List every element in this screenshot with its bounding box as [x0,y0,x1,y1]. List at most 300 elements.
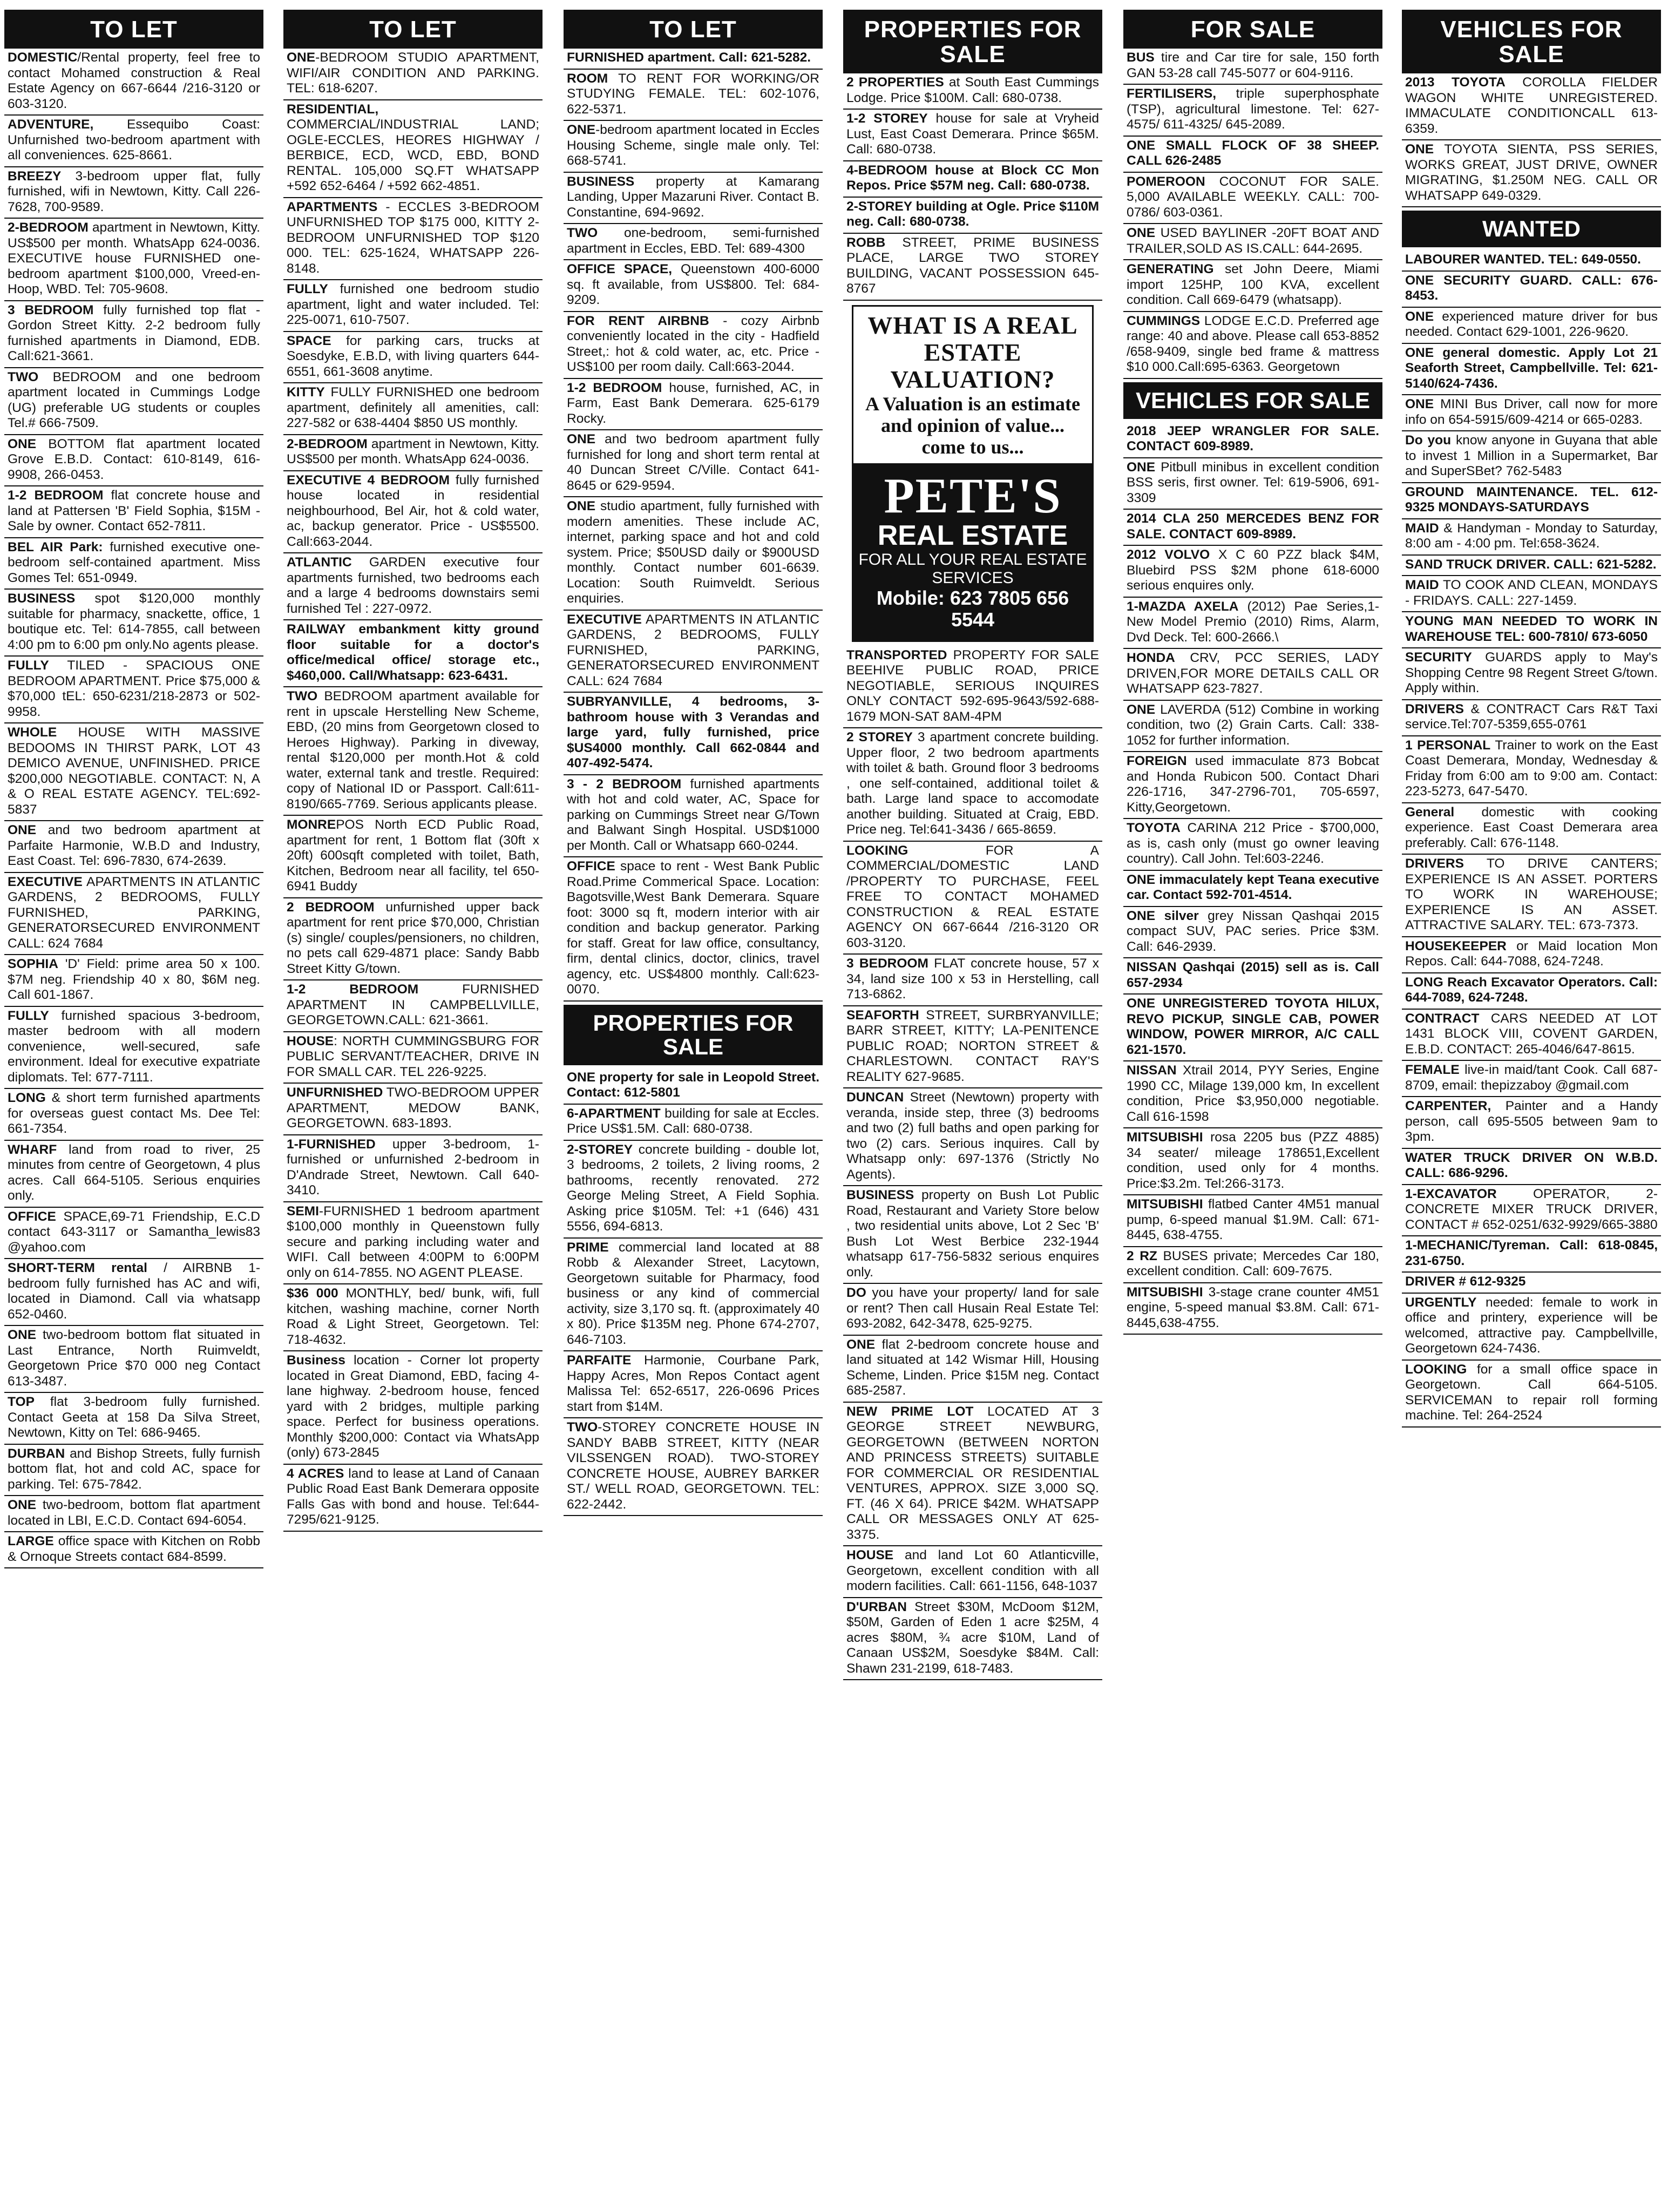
section-header: FOR SALE [1123,10,1382,49]
ad-lead: HOUSEKEEPER [1405,938,1507,953]
classified-ad [283,1032,543,1084]
ad-lead: MITSUBISHI [1127,1197,1203,1212]
classified-ad [564,173,823,225]
ad-text: spot $120,000 monthly suitable for pharmacy, snackette, office, 1 boutique etc. Tel: 614-7855, call between 4:00 pm to 6:00 pm only.No agents please. [8,591,260,652]
classified-ad [283,1135,543,1202]
ad-text: and two bedroom apartment fully furnished for long and short term rental at 40 Duncan Street C/Ville. Contact 641-8645 or 629-9594. [567,432,819,493]
ad-lead: RESIDENTIAL, [287,102,379,117]
ad-lead: EXECUTIVE [567,612,642,627]
classified-ad [1123,1247,1382,1283]
ad-lead: YOUNG MAN NEEDED TO WORK IN WAREHOUSE TEL: 600-7810/ 673-6050 [1405,614,1658,644]
classified-ad [4,1007,263,1090]
ad-text: BOTTOM flat apartment located Grove E.B.D. Contact: 610-8149, 616-9908, 266-0453. [8,436,260,482]
ad-text: and Bishop Streets, fully furnish bottom flat, hot and cold AC, space for parking. Tel: 675-7842. [8,1446,260,1492]
classified-ad [564,775,823,858]
classified-ad [1402,648,1661,700]
ad-text: PROPERTY FOR SALE BEEHIVE PUBLIC ROAD, PRICE NEGOTIABLE, SERIOUS INQUIRES ONLY CONTACT 592-695-9643/592-688-1679 MON-SAT 8AM-4PM [846,647,1099,724]
ad-lead: 1-2 BEDROOM [8,488,104,503]
ad-text: grey Nissan Qashqai 2015 compact SUV, PAC series. Price $3M. Call: 646-2939. [1127,908,1379,954]
ad-lead: FURNISHED apartment. Call: 621-5282. [567,50,811,65]
ad-text: 3-bedroom upper flat, fully furnished, wifi in Newtown, Kitty. Call 226-7628, 700-9589. [8,168,260,214]
classified-ad [564,857,823,1002]
classified-ad [843,1403,1102,1547]
ad-lead: 3 BEDROOM [8,302,94,317]
classified-ad [564,1141,823,1239]
ad-lead: LOOKING [846,843,908,858]
ad-text: - cozy Airbnb conveniently located in the city - Hadfield Street,: hot & cold water, ac, etc. Price - US$100 per room daily. Call:663-2044. [567,313,819,374]
classified-ad [283,1351,543,1465]
ad-lead: HOUSE [287,1033,334,1048]
ad-text: FOR A COMMERCIAL/DOMESTIC LAND /PROPERTY TO PURCHASE, FEEL FREE TO CONTACT MOHAMED CONSTRUCTION & REAL ESTATE AGENCY ON 667-6644 /216-3120 OR 603-3120. [846,843,1099,950]
classified-ad [1123,995,1382,1061]
ad-text: location - Corner lot property located in Great Diamond, EBD, facing 4-lane highway. 2-bedroom house, fenced yard with 2 bridges, multiple parking space. Perfect for business operations. Monthly $200,000: Contact via WhatsApp (only) 673-2845 [287,1353,539,1460]
ad-text: STREET, PRIME BUSINESS PLACE, LARGE TWO STOREY BUILDING, VACANT POSSESSION 645-8767 [846,235,1099,296]
ad-text: -FURNISHED 1 bedroom apartment $100,000 monthly in Queenstown fully secure and parking including water and WIFI. Call between 4:00PM to 6:00PM only on 614-7855. NO AGENT PLEASE. [287,1203,539,1280]
ad-lead: TRANSPORTED [846,647,947,662]
classified-ad [1402,344,1661,396]
classified-ad [283,471,543,554]
ad-text: Trainer to work on the East Coast Demerara, Monday, Wednesday & Friday from 6:00 am to 9:00 am. Contact: 223-5273, 647-5470. [1405,738,1658,799]
ad-text: -STOREY CONCRETE HOUSE IN SANDY BABB STREET, KITTY (NEAR VILSSENGEN ROAD). TWO-STOREY CONCRETE HOUSE, AUBREY BARKER ST./ WELL ROAD, GEORGETOWN. TEL: 622-2442. [567,1420,819,1512]
ad-lead: TWO [8,369,39,384]
sub-section-header: PROPERTIES FOR SALE [564,1005,823,1065]
banner-logo: PETE'S [884,468,1062,523]
ad-text: furnished executive one-bedroom self-contained apartment. Miss Gomes Tel: 651-0949. [8,539,260,585]
classified-ad [4,1208,263,1260]
ad-text: Pitbull minibus in excellent condition BSS seris, first owner. Tel: 619-5906, 691-3309 [1127,459,1379,505]
column-4 [843,10,1102,2207]
classified-ad [283,687,543,816]
ad-lead: SECURITY [1405,650,1472,665]
classified-ad [1402,937,1661,973]
ad-lead: EXECUTIVE [8,874,83,889]
classified-ad [1123,958,1382,995]
classified-ad [1123,1061,1382,1128]
ad-lead: OFFICE [8,1209,56,1224]
ad-lead: SEAFORTH [846,1007,919,1023]
ad-lead: ONE [8,823,37,837]
ad-lead: APARTMENTS [287,199,378,214]
banner-tagline: FOR ALL YOUR REAL ESTATE SERVICES [858,550,1087,587]
classified-ad [1123,598,1382,650]
classified-ad [1402,736,1661,803]
ad-text: furnished one bedroom studio apartment, light and water included. Tel: 225-0071, 610-7507. [287,282,539,327]
classified-ad [283,1202,543,1285]
ad-lead: MONRE [287,817,336,832]
banner-come-to-us: come to us... [921,436,1024,458]
classified-ad [283,553,543,620]
ad-text: & short term furnished apartments for overseas guest contact Ms. Dee Tel: 661-7354. [8,1091,260,1136]
ad-text: CRV, PCC SERIES, LADY DRIVEN,FOR MORE DETAILS CALL OR WHATSAPP 623-7827. [1127,651,1379,696]
classified-ad [1123,649,1382,701]
classified-ad [283,620,543,687]
classified-ad [843,198,1102,234]
ad-lead: ONE [1127,459,1156,475]
classified-ad [283,280,543,332]
classified-ad [564,121,823,173]
ad-lead: 3 - 2 BEDROOM [567,776,682,792]
classified-ad [4,590,263,657]
ad-lead: HONDA [1127,651,1175,665]
ad-text: CARINA 212 Price - $700,000, as is, cash only (must go owner leaving country). Call John. Tel:603-2246. [1127,821,1379,866]
classified-ad [1123,85,1382,137]
classified-ad [1402,272,1661,308]
classified-ad [1402,612,1661,648]
ad-text: building for sale at Eccles. Price US$1.5M. Call: 680-0738. [567,1106,819,1136]
ad-text: COMMERCIAL/INDUSTRIAL LAND; OGLE-ECCLES, HEORES HIGHWAY / BERBICE, ECD, WCD, EBD, BOND RENTAL. 105,000 SQ.FT WHATSAPP +592 652-6464 / +592 662-4851. [287,117,539,193]
ad-lead: 1 PERSONAL [1405,738,1491,753]
ad-text: POS North ECD Public Road, apartment for rent, 1 Bottom flat (30ft x 20ft) 600sqft completed with toilet, Bath, Kitchen, Bedroom near all facility, tel 650-6941 Buddy [287,817,539,894]
ad-text: two-bedroom bottom flat situated in Last Entrance, North Ruimveldt, Georgetown Price $70 000 neg Contact 613-3487. [8,1328,260,1389]
ad-text: Street (Newtown) property with veranda, inside step, three (3) bedrooms and two (2) full baths and open parking for two (2) cars. Serious inquires. Call by Whatsapp only: 697-1376 (Strictly No Agents). [846,1090,1099,1182]
ad-lead: POMEROON [1127,174,1205,189]
ad-lead: 1-2 BEDROOM [567,380,662,395]
classified-ad [1123,458,1382,510]
classified-ad [843,728,1102,842]
classified-ad [843,161,1102,198]
ad-lead: BEL AIR Park: [8,539,103,554]
classified-ad [564,611,823,693]
ad-text: 3-stage crane counter 4M51 engine, 5-speed manual $3.8M. Call: 671-8445,638-4755. [1127,1284,1379,1330]
ad-lead: FULLY [8,1008,49,1023]
classified-ad [843,1284,1102,1336]
ad-text: flatbed Canter 4M51 manual pump, 6-speed manual $1.9M. Call: 671-8445, 638-4755. [1127,1197,1379,1242]
classified-ad [1402,803,1661,855]
ad-text: flat 2-bedroom concrete house and land situated at 142 Wismar Hill, Housing Scheme, Linden. Price $15M neg. Contact 685-2587. [846,1337,1099,1398]
ad-lead: FOR RENT AIRBNB [567,313,709,328]
ad-lead: ONE [1127,702,1156,717]
ad-text: & CONTRACT Cars R&T Taxi service.Tel:707-5359,655-0761 [1405,701,1658,732]
banner-question: WHAT IS A REAL ESTATE VALUATION? [867,311,1078,393]
classified-ad [4,1326,263,1393]
ad-lead: TWO [567,226,598,240]
ad-lead: 2-BEDROOM [287,436,368,451]
classified-ad [4,1089,263,1141]
ad-text: at South East Cummings Lodge. Price $100M. Call: 680-0738. [846,75,1099,105]
section-header: TO LET [564,10,823,49]
ad-lead: TWO [567,1420,598,1435]
ad-text: -BEDROOM STUDIO APARTMENT, WIFI/AIR CONDITION AND PARKING. TEL: 618-6207. [287,50,539,96]
ad-text: STREET, SURBRYANVILLE; BARR STREET, KITTY; LA-PENITENCE PUBLIC ROAD; NORTON STREET & CHARLESTOWN. CONTACT RAY'S REALITY 627-9685. [846,1007,1099,1084]
classified-ad [4,657,263,723]
classified-ad [843,1006,1102,1089]
classified-ad [1402,483,1661,519]
classified-ad [283,49,543,100]
ad-lead: 1-MECHANIC/Tyreman. Call: 618-0845, 231-6750. [1405,1238,1658,1268]
classified-ad [4,723,263,821]
ad-lead: ONE [567,499,596,513]
ad-lead: 2018 JEEP WRANGLER FOR SALE. CONTACT 609-8989. [1127,423,1379,454]
ad-text: APARTMENTS IN ATLANTIC GARDENS, 2 BEDROOMS, FULLY FURNISHED, PARKING, GENERATORSECURED ENVIRONMENT CALL: 624 7684 [567,612,819,688]
ad-lead: ATLANTIC [287,555,352,570]
classified-ad [1402,1185,1661,1237]
classified-ad [4,486,263,538]
classified-ad [564,1068,823,1105]
ad-text: TO COOK AND CLEAN, MONDAYS - FRIDAYS. CALL: 227-1459. [1405,578,1658,608]
ad-lead: ONE SMALL FLOCK OF 38 SHEEP. CALL 626-2485 [1127,138,1379,168]
ad-lead: 2-BEDROOM [8,220,89,235]
classified-ad [1402,395,1661,431]
classified-ad [843,1598,1102,1681]
classified-ad [283,435,543,471]
classified-ad [564,497,823,611]
classified-ad [1402,140,1661,207]
classified-ad [4,1259,263,1326]
ad-lead: BUSINESS [846,1188,914,1202]
ad-lead: DO [846,1286,866,1300]
sub-section-header: WANTED [1402,211,1661,247]
ad-lead: FEMALE [1405,1063,1460,1077]
classified-ad [843,842,1102,955]
ad-text: one-bedroom, semi-furnished apartment in Eccles, EBD. Tel: 689-4300 [567,226,819,256]
classified-ad [1123,260,1382,312]
classified-ad [1402,1097,1661,1149]
ad-lead: LOOKING [1405,1362,1467,1377]
ad-lead: General [1405,804,1455,820]
ad-lead: Do you [1405,433,1452,448]
ad-lead: TOP [8,1395,35,1409]
ad-lead: DOMESTIC [8,50,78,65]
classified-ad [1123,422,1382,458]
ad-lead: WHOLE [8,725,57,740]
ad-lead: $36 000 [287,1286,338,1301]
ad-text: furnished apartments with hot and cold water, AC, Space for parking on Cummings Street near G/Town and Balwant Singh Hospital. USD$1000 per Month. Call or Whatsapp 660-0244. [567,776,819,853]
ad-lead: FULLY [8,658,49,673]
ad-text: set John Deere, Miami import 125HP, 100 KVA, excellent condition. Call 669-6479 (whatsapp). [1127,262,1379,307]
classified-ad [1123,752,1382,819]
ad-lead: MITSUBISHI [1127,1284,1203,1300]
banner-mobile: Mobile: 623 7805 656 5544 [876,586,1069,631]
ad-lead: FULLY [287,282,328,296]
section-header: TO LET [4,10,263,49]
ad-text: TO DRIVE CANTERS; EXPERIENCE IS AN ASSET. PORTERS TO WORK IN WAREHOUSE; EXPERIENCE IS AN ASSET. ATTRACTIVE SALARY. TEL: 673-7373. [1405,856,1658,932]
ad-lead: ONE [1127,226,1156,240]
ad-text: needed: female to work in office and printery, experience will be welcomed, attractive pay. Campbellville, Georgetown 624-7436. [1405,1295,1658,1356]
ad-lead: LARGE [8,1534,54,1548]
ad-text: BEDROOM apartment available for rent in upscale Herstelling New Scheme, EBD, (20 mins from Georgetown closed to Heroes Highway). Parking in diveway, rental $120,000 per month.Hot & cold water, external tank and trestle. Required: copy of National ID or Passport. Call:611-8190/665-7769. Serious applicants please. [287,689,539,811]
ad-text: experienced mature driver for bus needed. Contact 629-1001, 226-9620. [1405,309,1658,339]
classified-ad [4,435,263,487]
ad-text: used immaculate 873 Bobcat and Honda Rubicon 500. Contact Dhari 226-1716, 347-2796-701, 705-6597, Kitty,Georgetown. [1127,754,1379,815]
classified-ad [4,955,263,1007]
ad-text: APARTMENTS IN ATLANTIC GARDENS, 2 BEDROOMS, FULLY FURNISHED, PARKING, GENERATORSECURED ENVIRONMENT CALL: 624 7684 [8,874,260,951]
ad-text: and land Lot 60 Atlanticville, Georgetown, excellent condition with all modern facilities. Call: 661-1156, 648-1037 [846,1548,1099,1593]
classified-ad [843,234,1102,301]
classified-ad [843,1546,1102,1598]
classified-ad [1402,519,1661,556]
ad-lead: D'URBAN [846,1599,907,1614]
ad-lead: 2014 CLA 250 MERCEDES BENZ FOR SALE. CONTACT 609-8989. [1127,511,1379,542]
ad-text: BEDROOM and one bedroom apartment located in Cummings Lodge (UG) preferable UG students or couples Tel.# 666-7509. [8,369,260,430]
ad-lead: GROUND MAINTENANCE. TEL. 612-9325 MONDAYS-SATURDAYS [1405,484,1658,515]
ad-text: rosa 2205 bus (PZZ 4885) 34 seater/ mileage 178651,Excellent condition, used only for 4 months. Price:$3.2m. Tel:266-3173. [1127,1130,1379,1191]
ad-lead: OFFICE SPACE, [567,262,673,276]
ad-lead: LABOURER WANTED. TEL: 649-0550. [1405,252,1641,267]
column-2 [283,10,543,2207]
ad-text: Harmonie, Courbane Park, Happy Acres, Mon Repos Contact agent Malissa Tel: 652-6517, 226-0696 Prices start from $14M. [567,1353,819,1414]
classified-ad [283,816,543,898]
classified-ad [1402,1010,1661,1061]
ad-text: unfurnished upper back apartment for rent price $70,000, Christian (s) single/ couples/pensioners, no children, no pets call 629-4871 place: Sandy Babb Street Kitty G/town. [287,899,539,976]
banner-logo-area [853,463,1092,640]
real-estate-advert-banner [852,305,1094,642]
classified-ad [843,646,1102,729]
ad-lead: SAND TRUCK DRIVER. CALL: 621-5282. [1405,557,1657,572]
ad-lead: ONE general domestic. Apply Lot 21 Seaforth Street, Campbellville. Tel: 621-5140/624-7436. [1405,345,1658,391]
classified-ad [4,301,263,368]
ad-lead: MAID [1405,578,1439,592]
classified-ad [283,898,543,981]
ad-lead: NEW PRIME LOT [846,1404,974,1419]
banner-question-area [853,307,1092,463]
classified-ad [1123,1195,1382,1247]
classified-ad [4,49,263,116]
ad-lead: NISSAN Qashqai (2015) sell as is. Call 657-2934 [1127,960,1379,990]
ad-lead: 1-2 BEDROOM [287,982,419,997]
ad-text: know anyone in Guyana that able to invest 1 Million in a Supermarket, Bar and SuperSBet? 762-5483 [1405,433,1658,478]
ad-lead: PARFAITE [567,1353,632,1368]
ad-lead: ONE [287,50,316,65]
column-3 [564,10,823,2207]
ad-text: fully furnished top flat - Gordon Street Kitty. 2-2 bedroom fully furnished apartments in Diamond, EDB. Call:621-3661. [8,302,260,363]
ad-lead: ONE [567,432,596,447]
classified-ad [283,332,543,384]
classified-ad [1402,556,1661,577]
section-header: PROPERTIES FOR SALE [843,10,1102,73]
ad-lead: TOYOTA [1127,821,1181,835]
ad-text: MINI Bus Driver, call now for more info on 654-5915/609-4214 or 665-0283. [1405,397,1658,427]
ad-text: flat 3-bedroom fully furnished. Contact Geeta at 158 Da Silva Street, Newtown, Kitty on Tel: 686-9465. [8,1395,260,1440]
ad-lead: EXECUTIVE 4 BEDROOM [287,472,450,488]
ad-lead: 2 BEDROOM [287,899,375,915]
classified-ad [1402,251,1661,272]
ad-lead: ONE property for sale in Leopold Street. Contact: 612-5801 [567,1070,819,1100]
section-header: TO LET [283,10,543,49]
ad-lead: ONE immaculately kept Teana executive car. Contact 592-701-4514. [1127,872,1379,902]
ad-text: two-bedroom, bottom flat apartment located in LBI, E.C.D. Contact 694-6054. [8,1498,260,1528]
column-6 [1402,10,1661,2207]
ad-lead: KITTY [287,385,325,400]
ad-lead: 2 RZ [1127,1248,1157,1263]
classified-ad [4,821,263,873]
ad-text: Xtrail 2014, PYY Series, Engine 1990 CC, Milage 139,000 km, In excellent condition, Price $3,950,000 negotiable. Call 616-1598 [1127,1063,1379,1124]
ad-lead: 1-FURNISHED [287,1137,376,1152]
classified-ad [1123,1128,1382,1195]
ad-text: GARDEN executive four apartments furnished, two bedrooms each and a large 4 bedrooms downstairs semi furnished Tel : 227-0972. [287,555,539,616]
classified-ad [1402,1236,1661,1273]
classified-ad [843,1186,1102,1284]
ad-lead: 1-2 STOREY [846,111,928,126]
classified-ad [283,1284,543,1351]
ad-lead: DRIVERS [1405,701,1464,716]
ad-text: you have your property/ land for sale or rent? Then call Husain Real Estate Tel: 693-2082, 642-3478, 625-9275. [846,1286,1099,1331]
ad-text: or Maid location Mon Repos. Call: 644-7088, 624-7248. [1405,938,1658,969]
ad-text: (2012) Pae Series,1- New Model Premio (2010) Rims, Alarm, Dvd Deck. Tel: 600-2666.\ [1127,599,1379,645]
classified-ad [1123,871,1382,907]
ad-text: /Rental property, feel free to contact Mohamed construction & Real Estate Agency on 667-6644 /216-3120 or 603-3120. [8,50,260,111]
ad-text: flat concrete house and land at Pattersen 'B' Field Sophia, $15M - Sale by owner. Contact 652-7811. [8,488,260,533]
ad-text: triple superphosphate (TSP), agricultural limestone. Tel: 627-4575/ 611-4325/ 645-2089. [1127,86,1379,132]
ad-text: concrete building - double lot, 3 bedrooms, 2 toilets, 2 living rooms, 2 bathrooms, recently renovated. 272 George Meling Street, A Field Sophia. Asking price $105M. Tel: +1 (646) 431 5556, 694-6813. [567,1142,819,1234]
classified-ad [1123,224,1382,260]
ad-lead: ADVENTURE, [8,117,94,132]
ad-text: BUSES private; Mercedes Car 180, excellent condition. Call: 609-7675. [1127,1248,1380,1279]
ad-text: apartment in Newtown, Kitty. US$500 per month. WhatsApp 624-0036. EXECUTIVE house FURNISHED one-bedroom apartment $100,000, Vreed-en-Hoop, WBD. Tel: 705-9608. [8,220,260,296]
classified-ad [4,538,263,590]
ad-lead: SUBRYANVILLE, 4 bedrooms, 3-bathroom house with 3 Verandas and large yard, fully furnished, price $US4000 monthly. Call 662-0844 and 407-492-5474. [567,694,819,770]
ad-text: property on Bush Lot Public Road, Restaurant and Variety Store below , two residential units above, Lot 2 Sec 'B' Bush Lot West Berbice 232-1944 whatsapp 617-756-5832 serious enquires only. [846,1188,1099,1280]
ad-lead: 6-APARTMENT [567,1106,661,1121]
column-5 [1123,10,1382,2207]
ad-lead: ONE [8,1328,37,1342]
classified-ad [283,1084,543,1135]
ad-lead: BUS [1127,50,1155,65]
ad-lead: GENERATING [1127,262,1214,276]
ad-lead: ROOM [567,71,608,86]
ad-text: commercial land located at 88 Robb & Alexander Street, Lacytown, Georgetown suitable for Pharmacy, food business or any kind of commercial activity, size 3,170 sq. ft. (approximately 40 x 80). Price $135M neg. Phone 674-2707, 646-7103. [567,1240,819,1347]
ad-text: Street $30M, McDoom $12M, $50M, Garden of Eden 1 acre $25M, 4 acres $80M, ¾ acre $10M, Land of Canaan US$2M, Soesdyke $84M. Call: Shawn 231-2199, 618-7483. [846,1599,1099,1676]
classified-ad [4,1532,263,1568]
ad-lead: NISSAN [1127,1063,1177,1078]
classified-ad [1123,907,1382,959]
classified-ad [843,955,1102,1006]
ad-text: live-in maid/tant Cook. Call 687-8709, email: thepizzaboy @gmail.com [1405,1063,1658,1093]
ad-lead: BUSINESS [8,591,76,606]
ad-lead: SOPHIA [8,957,58,971]
classified-ad [283,1465,543,1532]
classified-ad [843,110,1102,161]
classified-ad [4,368,263,435]
classified-ad [1402,1273,1661,1294]
classified-ad [1402,431,1661,483]
ad-text: FULLY FURNISHED one bedroom apartment, definitely all amenities, call: 227-582 or 638-4404 $850 US monthly. [287,385,539,430]
ad-lead: DRIVERS [1405,856,1464,871]
column-1 [4,10,263,2207]
ad-text: LODGE E.C.D. Preferred age range: 40 and above. Please call 653-8852 /658-9409, single bed frame & mattress $10 000.Call:695-6363. Georgetown [1127,313,1379,374]
ad-lead: ONE [1405,397,1434,411]
classified-ad [1402,73,1661,140]
ad-text: domestic with cooking experience. East Coast Demerara area preferably. Call: 676-1148. [1405,804,1658,850]
classified-ad [4,219,263,301]
ad-text: CARS NEEDED AT LOT 1431 BLOCK VIII, COVENT GARDEN, E.B.D. CONTACT: 265-4046/647-8615. [1405,1011,1658,1057]
ad-text: & Handyman - Monday to Saturday, 8:00 am - 4:00 pm. Tel:658-3624. [1405,520,1658,551]
ad-text: SPACE,69-71 Friendship, E.C.D contact 643-3117 or Samantha_lewis83 @yahoo.com [8,1209,260,1255]
classified-ad [1402,1149,1661,1185]
ad-lead: WATER TRUCK DRIVER ON W.B.D. CALL: 686-9296. [1405,1150,1658,1180]
sub-section-header: VEHICLES FOR SALE [1123,382,1382,419]
ad-text: Essequibo Coast: Unfurnished two-bedroom apartment with all conveniences. 625-8661. [8,117,260,163]
classified-ad [1123,312,1382,379]
ad-text: studio apartment, fully furnished with modern amenities. These include AC, internet, parking space and hot and cold system. Price; $50USD daily or $900USD monthly. Contact number 601-6639. Location: South Ruimveldt. Serious enquiries. [567,499,819,606]
classified-ad [283,383,543,435]
ad-lead: LONG [8,1091,46,1105]
ad-lead: UNFURNISHED [287,1085,383,1100]
ad-text: for parking cars, trucks at Soesdyke, E.B.D, with living quarters 644-6551, 661-3608 anytime. [287,333,539,379]
ad-lead: TWO [287,689,318,703]
ad-text: TWO-BEDROOM UPPER APARTMENT, MEDOW BANK, GEORGETOWN. 683-1893. [287,1085,539,1131]
ad-text: house for sale at Vryheid Lust, East Coast Demerara. Prince $65M. Call: 680-0738. [846,111,1099,157]
ad-text: upper 3-bedroom, 1-furnished or unfurnished 2-bedroom in D'Andrade Street, Newtown. Call 640-3410. [287,1137,539,1198]
ad-lead: Business [287,1353,345,1368]
classified-ad [564,430,823,497]
classified-ad [1123,173,1382,225]
ad-lead: BUSINESS [567,174,635,189]
ad-lead: SEMI [287,1203,319,1219]
ad-lead: ROBB [846,235,886,250]
classified-ad [1123,701,1382,753]
ad-lead: 4-BEDROOM house at Block CC Mon Repos. Price $57M neg. Call: 680-0738. [846,163,1099,193]
classified-ad [1123,1283,1382,1335]
